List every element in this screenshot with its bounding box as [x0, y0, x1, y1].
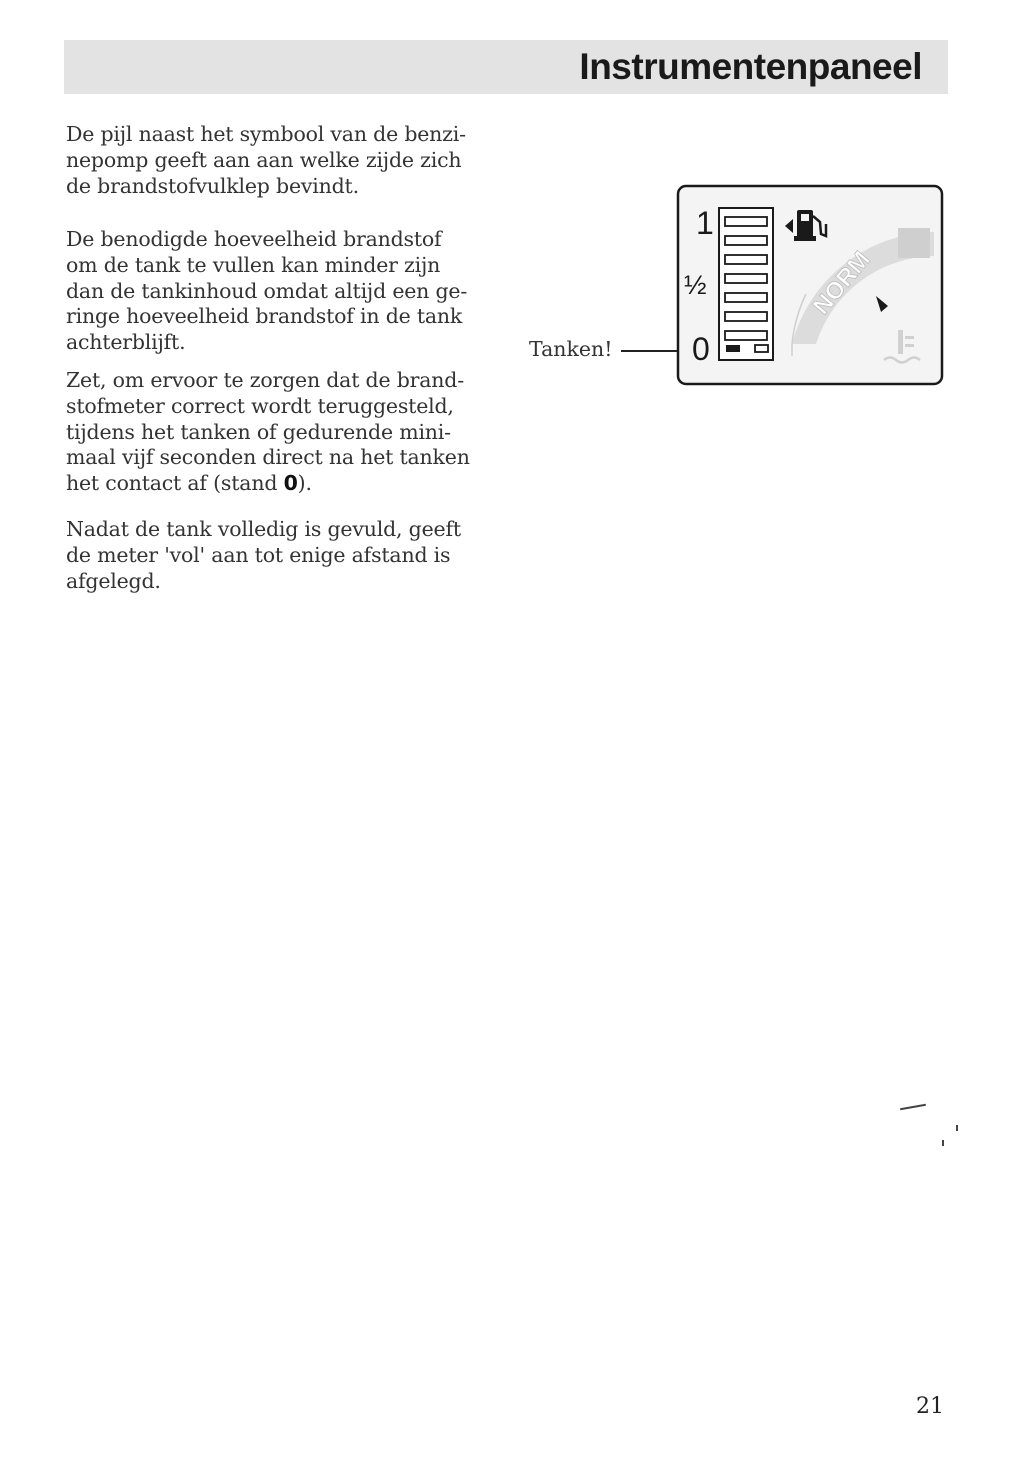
text-line: Nadat de tank volledig is gevuld, geeft — [66, 517, 461, 541]
scan-mark — [956, 1125, 958, 1131]
text-line: De pijl naast het symbool van de benzi- — [66, 122, 466, 146]
scale-label-half: ½ — [684, 270, 707, 300]
temperature-hot-zone — [898, 228, 930, 258]
scale-label-empty: 0 — [692, 331, 710, 367]
text-line: de brandstofvulklep bevindt. — [66, 173, 359, 198]
text-line: maal vijf seconden direct na het tanken — [66, 445, 470, 470]
fuel-low-segment — [726, 345, 740, 352]
paragraph-full-indication — [66, 517, 496, 594]
scale-label-full: 1 — [696, 205, 714, 241]
text-line: de meter 'vol' aan tot enige afstand is — [66, 542, 451, 567]
text-line: dan de tankinhoud omdat altijd een ge- — [66, 278, 468, 303]
scan-mark — [942, 1140, 944, 1146]
paragraph-fuel-door-arrow — [66, 122, 496, 199]
page-title: Instrumentenpaneel — [579, 46, 922, 87]
fuel-gauge-bar — [719, 208, 773, 360]
text-line: achterblijft. — [66, 330, 186, 355]
paragraph-ignition-off — [66, 368, 496, 497]
header-bar — [64, 40, 948, 94]
text-line: nepomp geeft aan aan welke zijde zich — [66, 147, 462, 172]
text-segment: ). — [297, 471, 312, 496]
paragraph-fuel-quantity — [66, 227, 496, 356]
instrument-cluster-figure — [676, 184, 944, 386]
text-line: om de tank te vullen kan minder zijn — [66, 252, 441, 277]
text-line-with-position — [66, 471, 496, 497]
callout-label-refuel: Tanken! — [529, 337, 613, 361]
text-line: Zet, om ervoor te zorgen dat de brand- — [66, 368, 464, 392]
text-line: tijdens het tanken of gedurende mini- — [66, 419, 451, 444]
ignition-position: 0 — [283, 471, 298, 496]
callout-leader-line — [621, 350, 681, 352]
page-number: 21 — [916, 1394, 944, 1419]
norm-zone-label: NORM — [807, 246, 876, 320]
text-line: afgelegd. — [66, 568, 161, 593]
text-line: stofmeter correct wordt teruggesteld, — [66, 393, 454, 418]
scan-mark — [900, 1104, 926, 1110]
text-segment: het contact af (stand — [66, 471, 284, 496]
text-line: ringe hoeveelheid brandstof in de tank — [66, 304, 463, 329]
text-line: De benodigde hoeveelheid brandstof — [66, 227, 442, 251]
